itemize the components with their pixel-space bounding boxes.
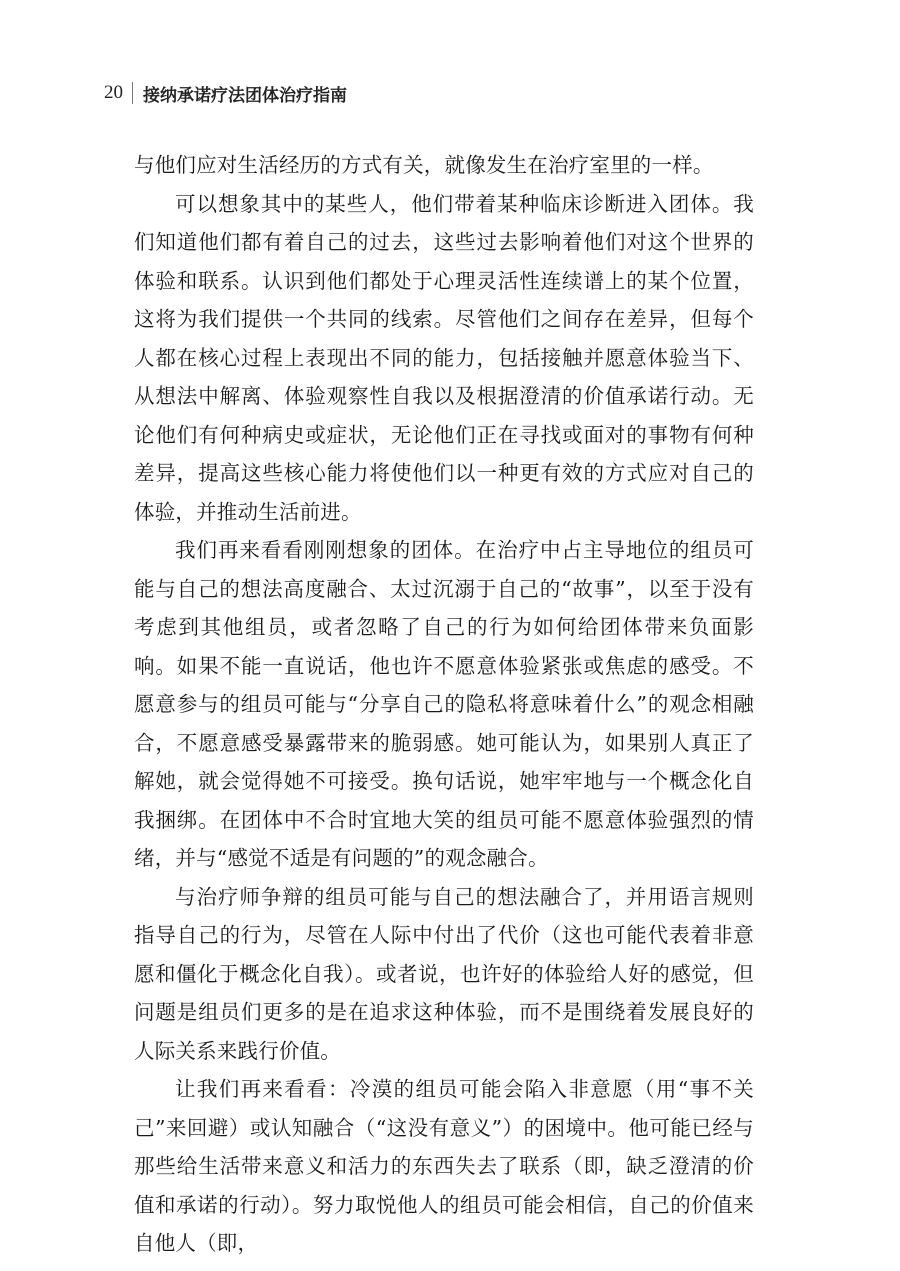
paragraph-continued: 与他们应对生活经历的方式有关，就像发生在治疗室里的一样。 [134,153,714,177]
paragraph: 让我们再来看看：冷漠的组员可能会陷入非意愿（用“事不关己”来回避）或认知融合（“这没有意义”）的困境中。他可能已经与那些给生活带来意义和活力的东西失去了联系（即，缺乏澄清的价值和承诺的行动）。努力取悦他人的组员可能会相信，自己的价值来自他人（即， [134,1077,754,1255]
running-title: 接纳承诺疗法团体治疗指南 [143,85,347,106]
paragraph: 与治疗师争辩的组员可能与自己的想法融合了，并用语言规则指导自己的行为，尽管在人际中付出了代价（这也可能代表着非意愿和僵化于概念化自我）。或者说，也许好的体验给人好的感觉，但问题是组员们更多的是在追求这种体验，而不是围绕着发展良好的人际关系来践行价值。 [134,884,754,1063]
running-header [104,80,347,106]
page-number: 20 [104,82,123,103]
paragraph: 我们再来看看刚刚想象的团体。在治疗中占主导地位的组员可能与自己的想法高度融合、太过沉溺于自己的“故事”，以至于没有考虑到其他组员，或者忽略了自己的行为如何给团体带来负面影响。如果不能一直说话，他也许不愿意体验紧张或焦虑的感受。不愿意参与的组员可能与“分享自己的隐私将意味着什么”的观念相融合，不愿意感受暴露带来的脆弱感。她可能认为，如果别人真正了解她，就会觉得她不可接受。换句话说，她牢牢地与一个概念化自我捆绑。在团体中不合时宜地大笑的组员可能不愿意体验强烈的情绪，并与“感觉不适是有问题的”的观念融合。 [134,538,754,870]
header-divider [132,82,133,104]
paragraph: 可以想象其中的某些人，他们带着某种临床诊断进入团体。我们知道他们都有着自己的过去，这些过去影响着他们对这个世界的体验和联系。认识到他们都处于心理灵活性连续谱上的某个位置，这将为我们提供一个共同的线索。尽管他们之间存在差异，但每个人都在核心过程上表现出不同的能力，包括接触并愿意体验当下、从想法中解离、体验观察性自我以及根据澄清的价值承诺行动。无论他们有何种病史或症状，无论他们正在寻找或面对的事物有何种差异，提高这些核心能力将使他们以一种更有效的方式应对自己的体验，并推动生活前进。 [134,191,754,524]
page-body [134,146,754,1263]
